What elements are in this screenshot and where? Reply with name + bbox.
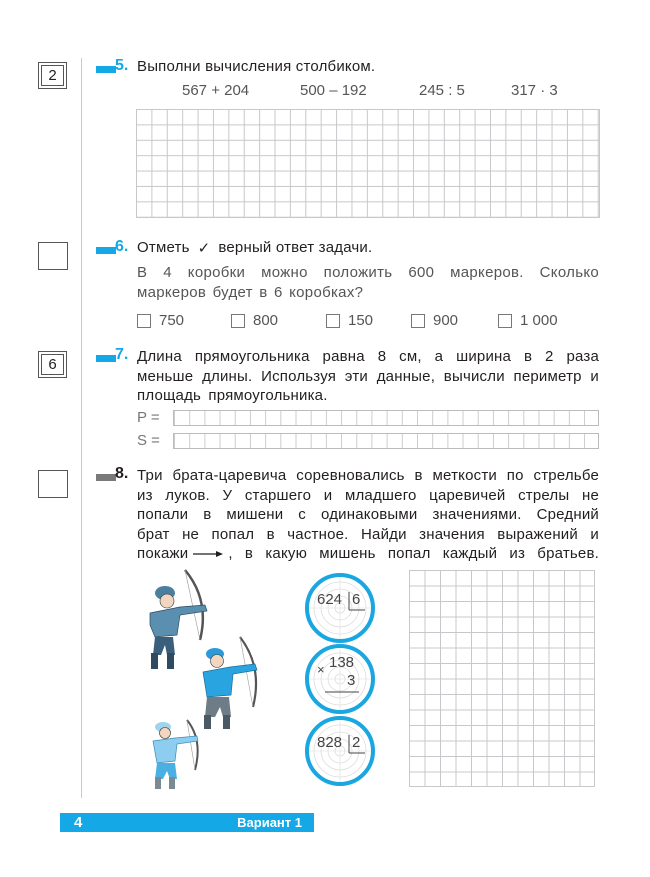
option-label: 1 000 — [520, 312, 558, 329]
option-label: 800 — [253, 312, 279, 329]
target-multiplication-138[interactable] — [305, 644, 375, 714]
answer-option[interactable] — [137, 312, 184, 329]
perimeter-answer-cells[interactable] — [173, 410, 599, 426]
variant-label: Вариант 1 — [237, 815, 302, 830]
perimeter-label: P = — [137, 409, 160, 426]
task-number: 6. — [115, 238, 129, 255]
multiplicand: 138 — [329, 654, 355, 671]
archer-eldest-icon — [150, 570, 207, 669]
task-marker — [96, 355, 116, 362]
expression: 567 + 204 — [182, 82, 250, 99]
score-box-task-5[interactable] — [38, 62, 67, 89]
target-rings-icon — [309, 720, 371, 782]
archer-middle-icon — [203, 637, 257, 729]
archer-youngest-icon — [153, 720, 198, 789]
option-label: 900 — [433, 312, 459, 329]
score-value: 2 — [48, 67, 57, 84]
text-fragment: покажи — [137, 545, 189, 562]
expression: 500 – 192 — [300, 82, 367, 99]
answer-option[interactable] — [498, 312, 558, 329]
text-line: попали в мишени с одинаковыми значениями. Средний — [137, 506, 599, 523]
checkbox[interactable] — [231, 314, 245, 328]
calculation-grid[interactable] — [409, 570, 595, 787]
task-number: 5. — [115, 57, 129, 74]
expression: 245 : 5 — [419, 82, 465, 99]
expression: 317 · 3 — [511, 82, 558, 99]
score-box-task-7[interactable] — [38, 351, 67, 378]
task-text — [137, 466, 599, 564]
title-text: верный ответ задачи. — [218, 239, 373, 256]
target-rings-icon — [309, 577, 371, 639]
text-line: из луков. У старшего и младшего царевичей стрелы не — [137, 486, 599, 504]
margin-line — [81, 58, 82, 798]
task-title — [137, 239, 372, 257]
calculation-grid[interactable] — [136, 109, 600, 218]
checkbox[interactable] — [326, 314, 340, 328]
area-answer-cells[interactable] — [173, 433, 599, 449]
text-line: Три брата-царевича соревновались в меткости по стрельбе — [137, 467, 599, 484]
checkmark-icon: ✓ — [197, 240, 211, 257]
archers-illustration — [125, 565, 285, 795]
dividend: 828 — [317, 734, 343, 751]
dividend: 624 — [317, 591, 343, 608]
answer-option[interactable] — [231, 312, 278, 329]
text-line: брат не попал в частное. Найди значения выражений и — [137, 525, 599, 543]
answer-option[interactable] — [411, 312, 458, 329]
multiply-sign: × — [317, 662, 325, 677]
target-division-624[interactable] — [305, 573, 375, 643]
option-label: 750 — [159, 312, 185, 329]
task-marker — [96, 474, 116, 481]
task-marker — [96, 66, 116, 73]
text-line — [137, 544, 599, 564]
checkbox[interactable] — [411, 314, 425, 328]
text-fragment: , в какую мишень попал каждый из братьев. — [228, 545, 599, 562]
score-value: 6 — [48, 356, 57, 373]
area-label: S = — [137, 432, 160, 449]
divisor: 6 — [352, 591, 361, 608]
checkbox[interactable] — [137, 314, 151, 328]
answer-option[interactable] — [326, 312, 373, 329]
score-box-task-6[interactable] — [38, 242, 68, 270]
divisor: 2 — [352, 734, 361, 751]
multiplier: 3 — [347, 672, 356, 689]
task-title: Выполни вычисления столбиком. — [137, 58, 376, 75]
footer-bar — [60, 813, 314, 832]
task-number: 8. — [115, 465, 129, 482]
page-number: 4 — [74, 814, 83, 831]
option-label: 150 — [348, 312, 374, 329]
arrow-right-icon — [192, 549, 224, 559]
checkbox[interactable] — [498, 314, 512, 328]
problem-text: В 4 коробки можно положить 600 маркеров. Сколько маркеров будет в 6 коробках? — [137, 264, 599, 301]
target-division-828[interactable] — [305, 716, 375, 786]
task-text: Длина прямоугольника равна 8 см, а ширина в 2 раза меньше длины. Используя эти данные, вычисли периметр и площадь прямоугольника. — [137, 348, 599, 404]
score-box-task-8[interactable] — [38, 470, 68, 498]
task-marker — [96, 247, 116, 254]
title-text: Отметь — [137, 239, 190, 256]
task-number: 7. — [115, 346, 129, 363]
